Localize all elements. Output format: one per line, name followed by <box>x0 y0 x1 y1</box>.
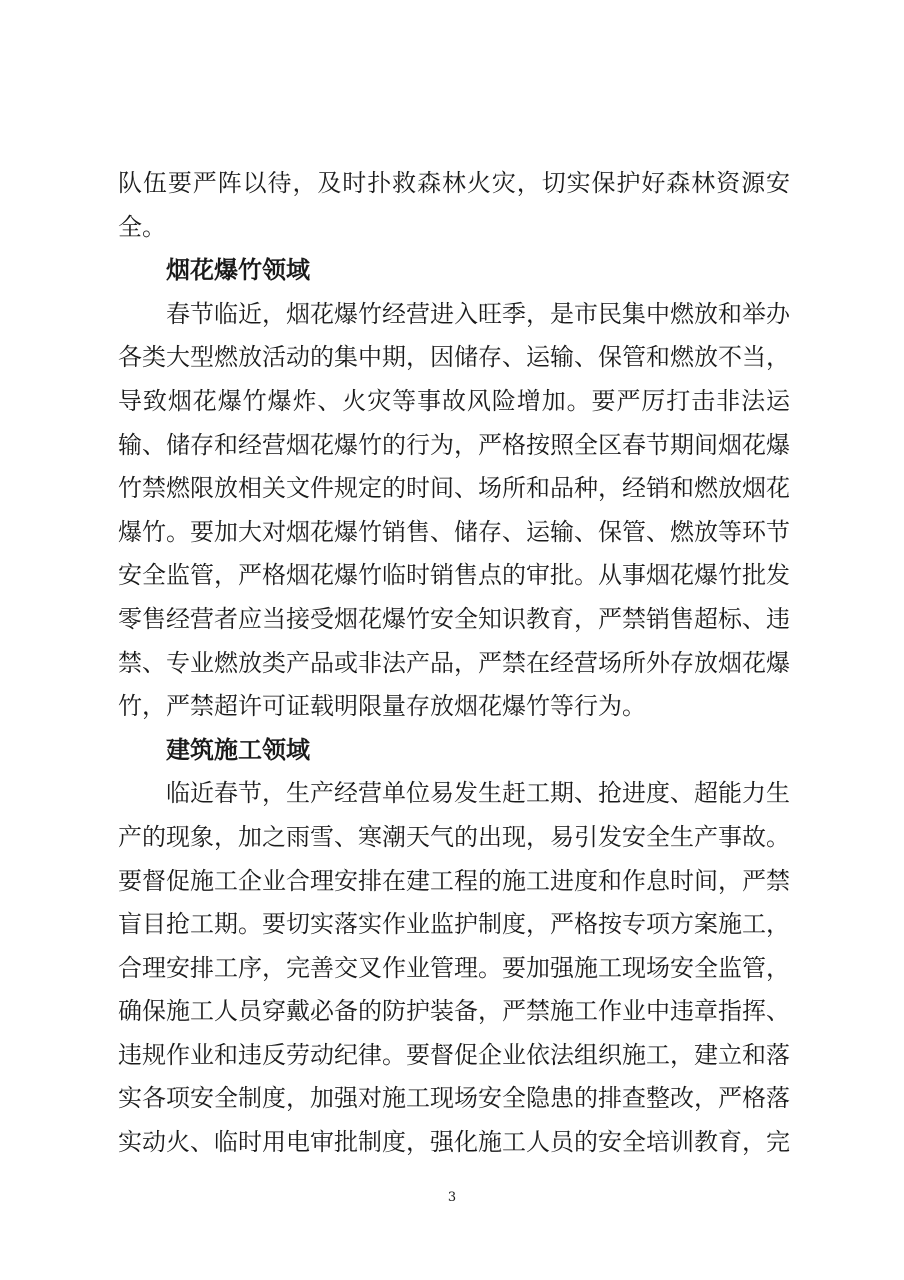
section-heading-construction: 建筑施工领域 <box>166 735 310 764</box>
section-body-construction: 临近春节，生产经营单位易发生赶工期、抢进度、超能力生产的现象，加之雨雪、寒潮天气的出现，易引发安全生产事故。要督促施工企业合理安排在建工程的施工进度和作息时间，严禁盲目抢工期。要切实落实作业监护制度，严格按专项方案施工，合理安排工序，完善交叉作业管理。要加强施工现场安全监管，确保施工人员穿戴必备的防护装备，严禁施工作业中违章指挥、违规作业和违反劳动纪律。要督促企业依法组织施工，建立和落实各项安全制度，加强对施工现场安全隐患的排查整改，严格落实动火、临时用电审批制度，强化施工人员的安全培训教育，完 <box>118 779 790 1157</box>
section-body-fireworks: 春节临近，烟花爆竹经营进入旺季，是市民集中燃放和举办各类大型燃放活动的集中期，因储存、运输、保管和燃放不当，导致烟花爆竹爆炸、火灾等事故风险增加。要严厉打击非法运输、储存和经营烟花爆竹的行为，严格按照全区春节期间烟花爆竹禁燃限放相关文件规定的时间、场所和品种，经销和燃放烟花爆竹。要加大对烟花爆竹销售、储存、运输、保管、燃放等环节安全监管，严格烟花爆竹临时销售点的审批。从事烟花爆竹批发零售经营者应当接受烟花爆竹安全知识教育，严禁销售超标、违禁、专业燃放类产品或非法产品，严禁在经营场所外存放烟花爆竹，严禁超许可证载明限量存放烟花爆竹等行为。 <box>118 299 790 721</box>
page-number: 3 <box>447 1190 457 1205</box>
document-body <box>118 162 790 1165</box>
section-heading-fireworks: 烟花爆竹领域 <box>166 256 310 285</box>
continuation-paragraph: 队伍要严阵以待，及时扑救森林火灾，切实保护好森林资源安全。 <box>118 169 790 241</box>
